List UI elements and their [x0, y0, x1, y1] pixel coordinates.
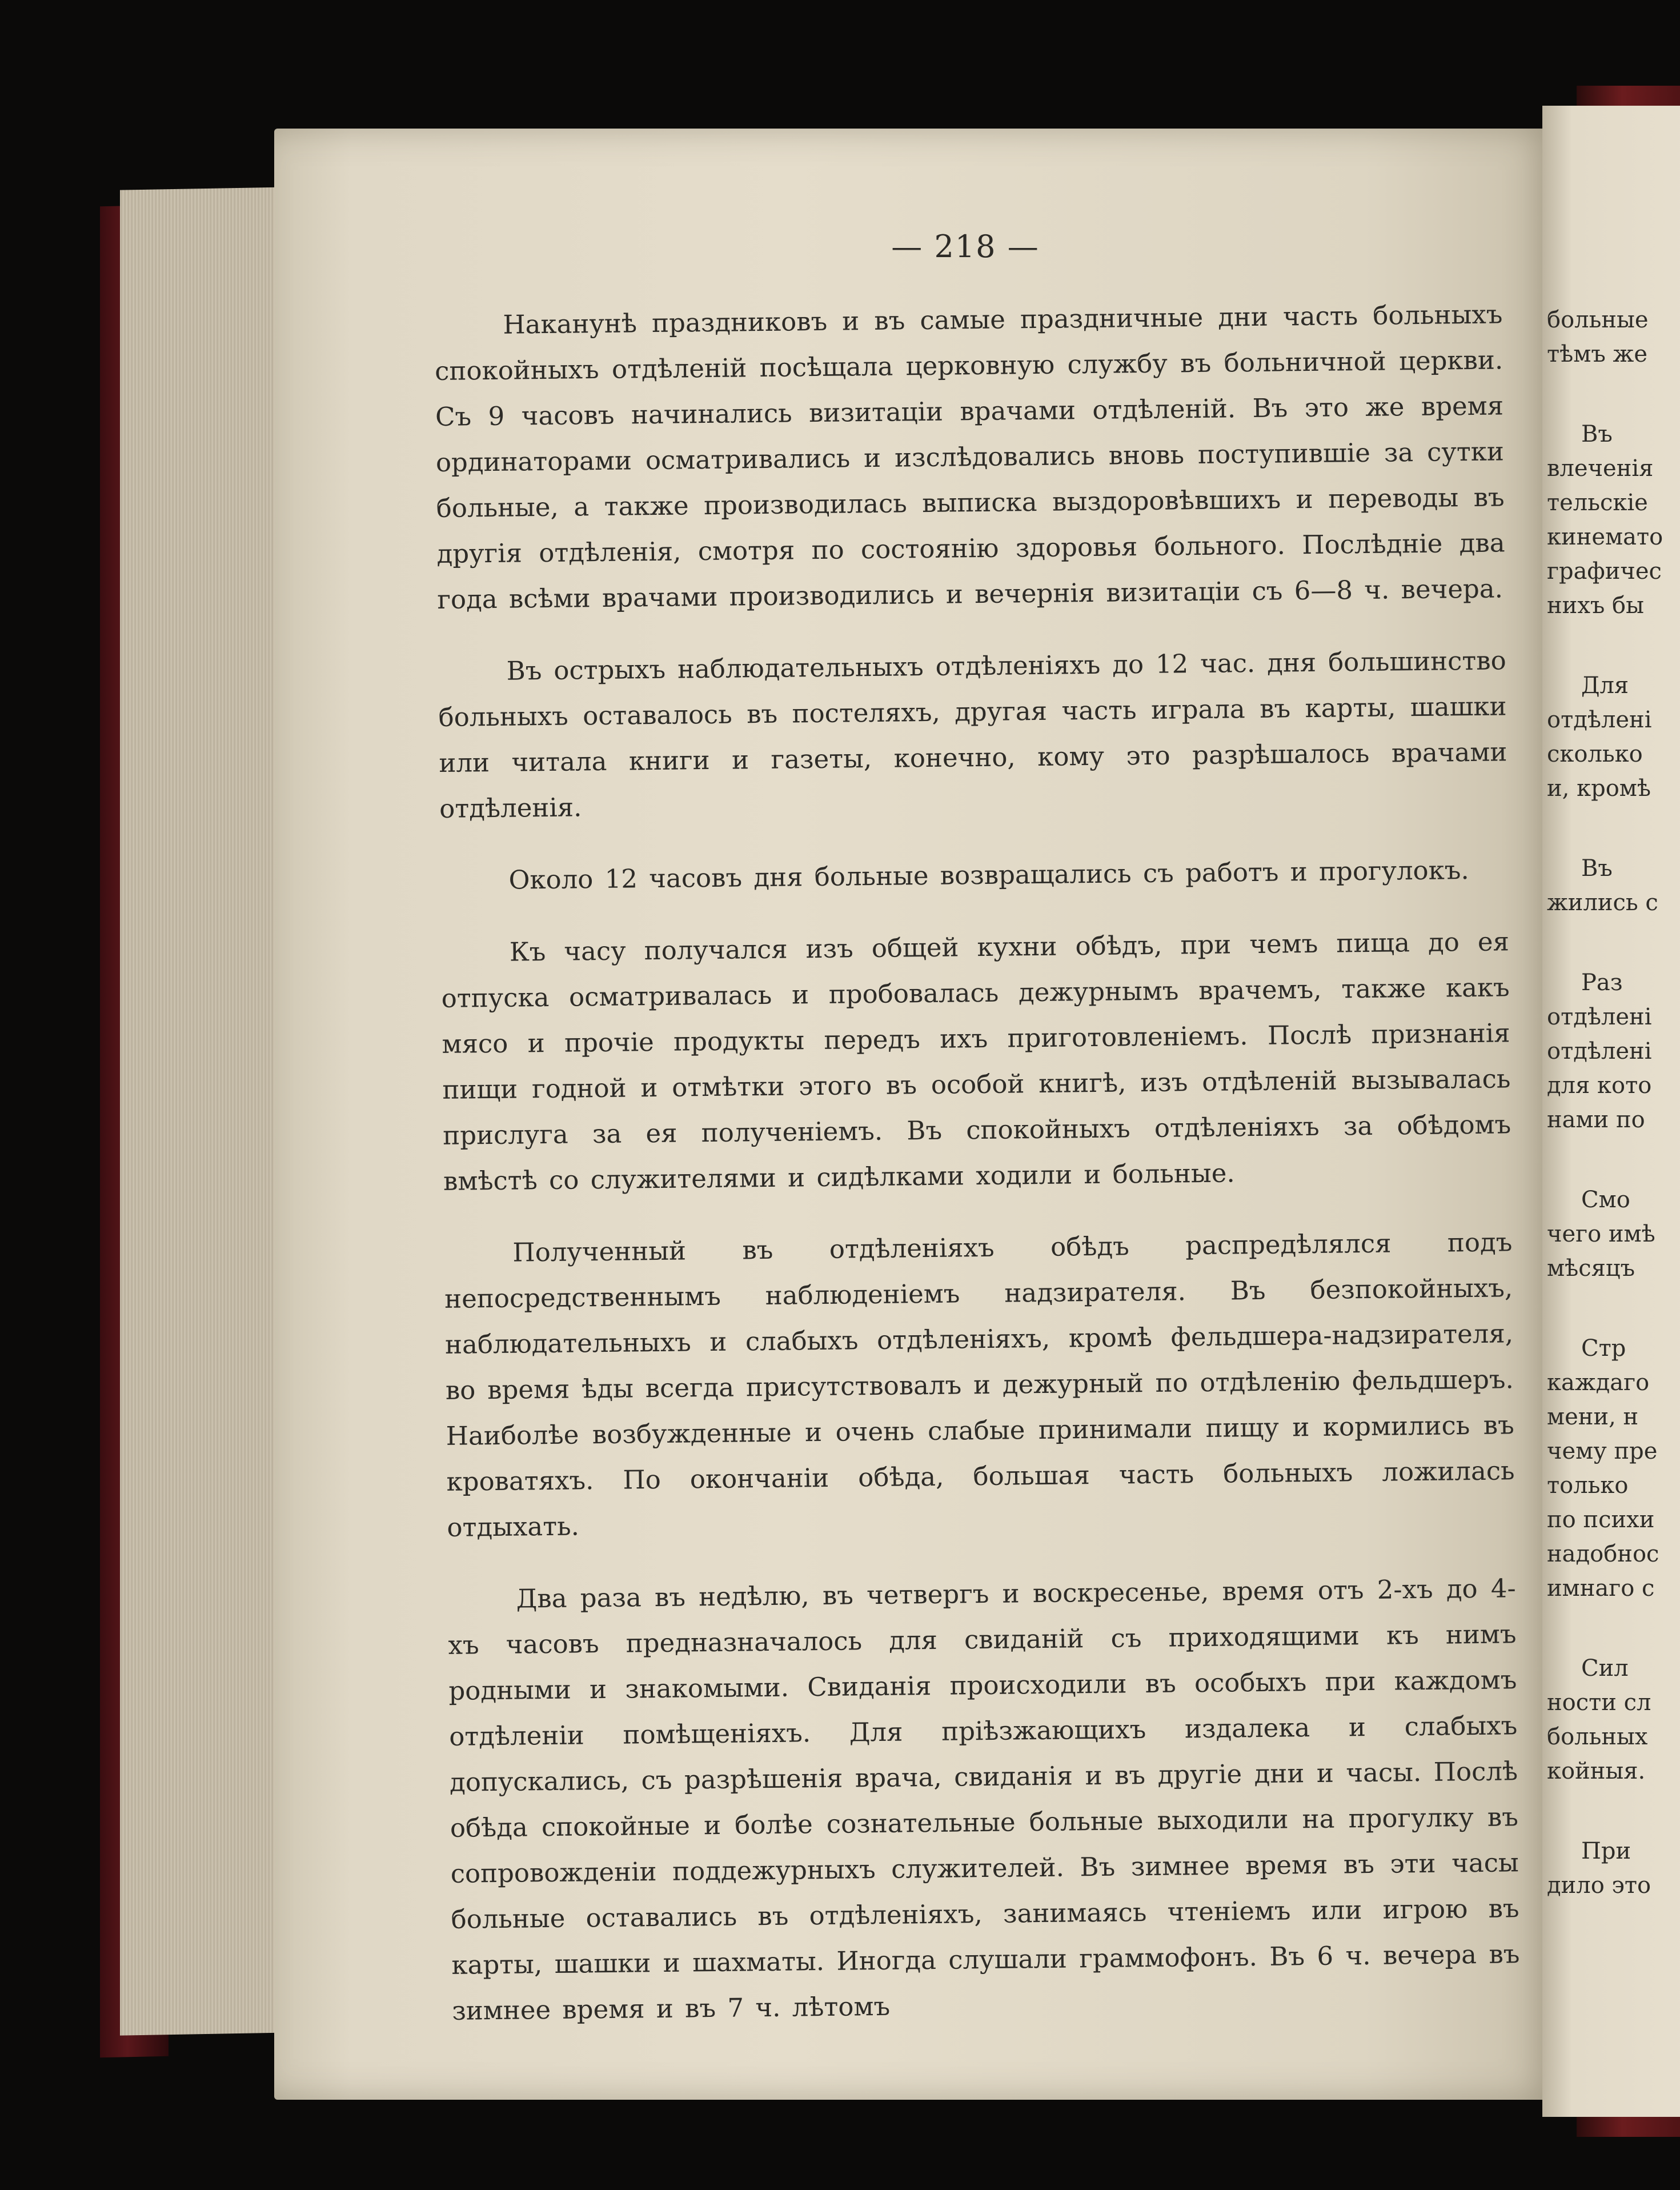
line-gap	[1547, 1137, 1680, 1183]
paragraph: Къ часу получался изъ общей кухни обѣдъ, при чемъ пища до ея отпуска осматривалась и пробовалась дежурнымъ врачемъ, также какъ мясо и прочіе продукты передъ ихъ приготовленіемъ. Послѣ признанія пищи годной и отмѣтки этого въ особой книгѣ, изъ отдѣленій вызывалась прислуга за ея полученіемъ. Въ спокойныхъ отдѣленіяхъ за обѣдомъ вмѣстѣ со служителями и сидѣлками ходили и больные.	[441, 926, 1511, 1196]
right-page-line: койныя.	[1547, 1758, 1646, 1784]
line-gap	[1547, 1286, 1680, 1331]
right-page-line: мени, н	[1547, 1404, 1639, 1430]
right-page-line: отдѣлені	[1547, 1004, 1652, 1030]
right-page-line: отдѣлені	[1547, 707, 1652, 733]
right-page-line: чему пре	[1547, 1438, 1658, 1464]
right-page-line: по психи	[1547, 1507, 1655, 1533]
right-page-line: дило это	[1547, 1872, 1651, 1899]
right-page-line: каждаго	[1547, 1370, 1650, 1396]
right-page-line: кинемато	[1547, 524, 1663, 550]
right-page-line: Для	[1581, 672, 1629, 699]
right-page-line: жились с	[1547, 890, 1658, 916]
right-page-line: и, кромѣ	[1547, 775, 1651, 802]
line-gap	[1547, 623, 1680, 668]
paragraph: Въ острыхъ наблюдательныхъ отдѣленіяхъ до 12 час. дня большинство больныхъ оставалось въ постеляхъ, другая часть играла въ карты, шашки или читала книги и газеты, конечно, кому это разрѣшалось врачами отдѣленія.	[438, 645, 1507, 824]
right-page-line: тѣмъ же	[1547, 341, 1647, 367]
right-page-line: для кото	[1547, 1072, 1652, 1099]
right-page-line: чего имѣ	[1547, 1221, 1655, 1247]
page-number: — 218 —	[891, 229, 1040, 265]
right-page-line: нихъ бы	[1547, 592, 1644, 619]
right-page-line: сколько	[1547, 741, 1643, 767]
right-page-line: Въ	[1581, 421, 1613, 447]
right-page-line: отдѣлені	[1547, 1038, 1652, 1064]
right-page-line: графичес	[1547, 558, 1662, 584]
right-page-line: При	[1581, 1838, 1631, 1864]
page-stack-edge	[120, 187, 291, 2035]
right-page-line: Смо	[1581, 1187, 1630, 1213]
paragraph: Наканунѣ праздниковъ и въ самые праздничные дни часть больныхъ спокойныхъ отдѣленій посѣщала церковную службу въ больничной церкви. Съ 9 часовъ начинались визитаціи врачами отдѣленій. Въ это же время ординаторами осматривались и изслѣдовались вновь поступившіе за сутки больные, а также производилась выписка выздоровѣвшихъ и переводы въ другія отдѣленія, смотря по состоянію здоровья больного. Послѣдніе два года всѣми врачами производились и вечернія визитаціи съ 6—8 ч. вечера.	[434, 299, 1505, 615]
right-page-line: надобнос	[1547, 1541, 1659, 1567]
line-gap	[1547, 371, 1680, 417]
right-page-line: Стр	[1581, 1335, 1626, 1362]
line-gap	[1547, 806, 1680, 851]
paragraph: Около 12 часовъ дня больные возвращались съ работъ и прогулокъ.	[508, 855, 1469, 895]
right-page-line: больные	[1547, 307, 1649, 333]
paragraph: Два раза въ недѣлю, въ четвергъ и воскресенье, время отъ 2-хъ до 4-хъ часовъ предназначалось для свиданій съ приходящими къ нимъ родными и знакомыми. Свиданія происходили въ особыхъ при каждомъ отдѣленіи помѣщеніяхъ. Для пріѣзжающихъ издалека и слабыхъ допускались, съ разрѣшенія врача, свиданія и въ другіе дни и часы. Послѣ обѣда спокойные и болѣе сознательные больные выходили на прогулку въ сопровожденіи поддежурныхъ служителей. Въ зимнее время въ эти часы больные оставались въ отдѣленіяхъ, занимаясь чтеніемъ или игрою въ карты, шашки и шахматы. Иногда слушали граммофонъ. Въ 6 ч. вечера въ зимнее время и въ 7 ч. лѣтомъ	[448, 1573, 1520, 2026]
right-page-text	[1547, 303, 1680, 1903]
right-page-line: больных	[1547, 1724, 1648, 1750]
right-page-line: влеченія	[1547, 455, 1654, 482]
right-page-line: ности сл	[1547, 1689, 1651, 1716]
line-gap	[1547, 1788, 1680, 1834]
right-page-line: Сил	[1581, 1655, 1629, 1681]
right-page-line: мѣсяцъ	[1547, 1255, 1635, 1282]
right-page-line: имнаго с	[1547, 1575, 1655, 1602]
right-page-line: нами по	[1547, 1107, 1645, 1133]
right-page-line: Въ	[1581, 855, 1613, 882]
page-body	[434, 291, 1521, 2060]
right-page-line: Раз	[1581, 970, 1623, 996]
right-page-line: только	[1547, 1472, 1629, 1499]
right-page-line: тельскіе	[1547, 490, 1648, 516]
line-gap	[1547, 920, 1680, 966]
line-gap	[1547, 1606, 1680, 1651]
paragraph: Полученный въ отдѣленіяхъ обѣдъ распредѣлялся подъ непосредственнымъ наблюденіемъ надзирателя. Въ безпокойныхъ, наблюдательныхъ и слабыхъ отдѣленіяхъ, кромѣ фельдшера-надзирателя, во время ѣды всегда присутствовалъ и дежурный по отдѣленію фельдшеръ. Наиболѣе возбужденные и очень слабые принимали пищу и кормились въ кроватяхъ. По окончаніи обѣда, большая часть больныхъ ложилась отдыхать.	[444, 1227, 1515, 1543]
